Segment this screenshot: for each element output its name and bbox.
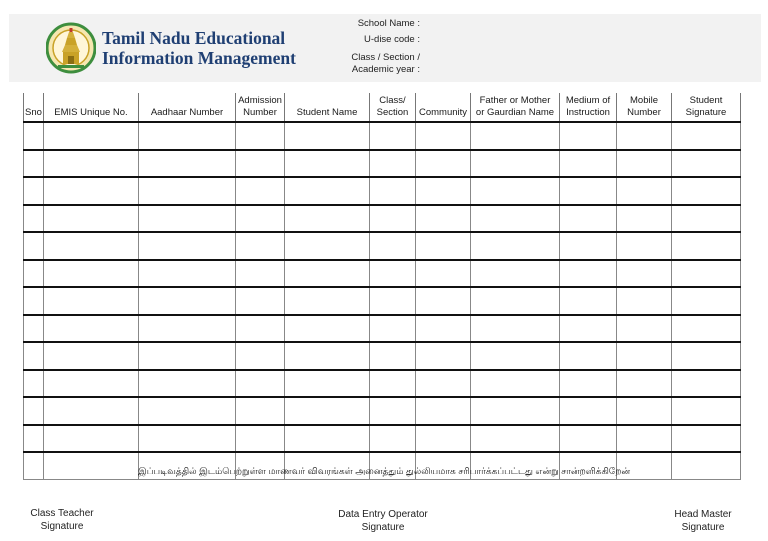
table-cell[interactable] (471, 150, 560, 178)
table-row (24, 425, 741, 453)
table-cell[interactable] (370, 260, 416, 288)
table-cell[interactable] (370, 425, 416, 453)
table-cell[interactable] (471, 425, 560, 453)
table-cell[interactable] (672, 205, 741, 233)
table-cell[interactable] (471, 342, 560, 370)
tamil-nadu-emblem-icon (46, 21, 96, 75)
table-cell[interactable] (617, 397, 672, 425)
table-cell[interactable] (471, 315, 560, 343)
table-cell[interactable] (471, 370, 560, 398)
table-cell[interactable] (416, 287, 471, 315)
table-cell[interactable] (416, 370, 471, 398)
table-cell[interactable] (617, 122, 672, 150)
organization-title-line2: Information Management (102, 48, 296, 68)
declaration-text: இப்படிவத்தில் இடம்பெற்றுள்ள மாணவர் விவரங்கள் அனைத்தும் துல்லியமாக சரிபார்க்கப்பட்டது என்று சான்றளிக்கிறேன் (137, 466, 631, 476)
table-cell[interactable] (370, 177, 416, 205)
table-row (24, 260, 741, 288)
academic-year-label: Academic year : (351, 64, 420, 75)
table-cell[interactable] (24, 425, 44, 453)
table-cell[interactable] (672, 287, 741, 315)
table-cell[interactable] (236, 150, 285, 178)
table-cell[interactable] (471, 177, 560, 205)
column-header-mobile: Mobile Number (617, 93, 672, 122)
table-row (24, 342, 741, 370)
school-info-fields (300, 16, 420, 76)
table-cell[interactable] (285, 232, 370, 260)
table-cell[interactable] (416, 177, 471, 205)
column-header-sno: Sno (24, 93, 44, 122)
table-cell[interactable] (416, 397, 471, 425)
table-cell[interactable] (236, 342, 285, 370)
table-cell[interactable] (370, 122, 416, 150)
table-cell[interactable] (617, 205, 672, 233)
table-cell[interactable] (672, 150, 741, 178)
table-cell[interactable] (617, 342, 672, 370)
column-header-emis: EMIS Unique No. (44, 93, 139, 122)
table-cell[interactable] (285, 287, 370, 315)
table-cell[interactable] (236, 287, 285, 315)
table-cell[interactable] (471, 397, 560, 425)
table-cell[interactable] (370, 205, 416, 233)
table-cell[interactable] (139, 150, 236, 178)
organization-title (102, 28, 332, 68)
head-master-signature: Head Master Signature (674, 509, 732, 533)
column-header-class-section: Class/ Section (370, 93, 416, 122)
table-cell[interactable] (617, 315, 672, 343)
table-cell[interactable] (236, 370, 285, 398)
table-cell[interactable] (285, 370, 370, 398)
table-cell[interactable] (44, 370, 139, 398)
table-cell[interactable] (560, 177, 617, 205)
table-cell[interactable] (560, 425, 617, 453)
table-cell[interactable] (139, 122, 236, 150)
table-cell[interactable] (471, 287, 560, 315)
table-cell[interactable] (285, 205, 370, 233)
table-body (24, 122, 741, 479)
table-cell[interactable] (560, 342, 617, 370)
table-cell[interactable] (24, 315, 44, 343)
table-cell[interactable] (285, 260, 370, 288)
table-cell[interactable] (560, 397, 617, 425)
table-row (24, 397, 741, 425)
table-cell[interactable] (24, 397, 44, 425)
table-cell[interactable] (139, 260, 236, 288)
table-cell[interactable] (139, 342, 236, 370)
table-cell[interactable] (44, 205, 139, 233)
school-name-label: School Name : (357, 18, 420, 29)
column-header-medium: Medium of Instruction (560, 93, 617, 122)
table-cell[interactable] (617, 425, 672, 453)
column-header-community: Community (416, 93, 471, 122)
table-cell[interactable] (560, 232, 617, 260)
table-row (24, 315, 741, 343)
table-cell[interactable] (44, 425, 139, 453)
table-cell[interactable] (236, 425, 285, 453)
table-cell[interactable] (236, 260, 285, 288)
table-cell[interactable] (617, 370, 672, 398)
table-cell[interactable] (416, 315, 471, 343)
table-cell[interactable] (370, 232, 416, 260)
column-header-admission: Admission Number (236, 93, 285, 122)
table-cell[interactable] (285, 425, 370, 453)
column-header-guardian: Father or Mother or Gaurdian Name (471, 93, 560, 122)
class-section-label: Class / Section / (351, 52, 420, 63)
table-cell[interactable] (285, 177, 370, 205)
udise-code-label: U-dise code : (364, 34, 420, 45)
table-row (24, 370, 741, 398)
column-header-aadhaar: Aadhaar Number (139, 93, 236, 122)
table-cell[interactable] (471, 122, 560, 150)
table-cell[interactable] (285, 150, 370, 178)
table-cell[interactable] (236, 397, 285, 425)
table-cell[interactable] (672, 425, 741, 453)
table-cell[interactable] (139, 287, 236, 315)
table-cell[interactable] (672, 177, 741, 205)
table-cell[interactable] (44, 122, 139, 150)
column-header-student-name: Student Name (285, 93, 370, 122)
data-entry-signature: Data Entry Operator Signature (338, 509, 428, 533)
table-cell[interactable] (560, 370, 617, 398)
table-cell[interactable] (416, 342, 471, 370)
column-header-signature: Student Signature (672, 93, 741, 122)
table-cell[interactable] (139, 370, 236, 398)
table-cell[interactable] (672, 122, 741, 150)
table-cell[interactable] (617, 177, 672, 205)
table-cell[interactable] (416, 122, 471, 150)
class-teacher-signature: Class Teacher Signature (30, 508, 94, 532)
table-cell[interactable] (617, 287, 672, 315)
table-cell[interactable] (285, 397, 370, 425)
table-cell[interactable] (285, 122, 370, 150)
table-cell[interactable] (370, 150, 416, 178)
table-cell[interactable] (416, 205, 471, 233)
table-cell[interactable] (139, 205, 236, 233)
table-cell[interactable] (560, 122, 617, 150)
table-cell[interactable] (24, 122, 44, 150)
table-cell[interactable] (44, 315, 139, 343)
table-cell[interactable] (44, 342, 139, 370)
table-cell[interactable] (416, 232, 471, 260)
table-cell[interactable] (24, 342, 44, 370)
table-cell[interactable] (672, 315, 741, 343)
table-cell[interactable] (370, 370, 416, 398)
table-cell[interactable] (236, 205, 285, 233)
organization-title-line1: Tamil Nadu Educational (102, 28, 286, 48)
table-cell[interactable] (44, 177, 139, 205)
table-cell[interactable] (471, 205, 560, 233)
table-row (24, 150, 741, 178)
table-cell[interactable] (139, 397, 236, 425)
table-cell[interactable] (672, 370, 741, 398)
table-cell[interactable] (285, 315, 370, 343)
table-cell[interactable] (370, 397, 416, 425)
table-cell[interactable] (560, 287, 617, 315)
table-cell[interactable] (44, 260, 139, 288)
table-cell[interactable] (139, 177, 236, 205)
table-cell[interactable] (560, 260, 617, 288)
table-cell[interactable] (24, 370, 44, 398)
table-cell[interactable] (672, 260, 741, 288)
table-cell[interactable] (617, 150, 672, 178)
table-cell[interactable] (24, 150, 44, 178)
table-cell[interactable] (416, 425, 471, 453)
table-header-row (24, 93, 741, 122)
table-cell[interactable] (236, 232, 285, 260)
table-cell[interactable] (471, 260, 560, 288)
table-cell[interactable] (44, 150, 139, 178)
table-cell[interactable] (139, 315, 236, 343)
table-cell[interactable] (24, 177, 44, 205)
table-cell[interactable] (44, 287, 139, 315)
table-cell[interactable] (672, 397, 741, 425)
student-table (23, 93, 741, 480)
table-cell[interactable] (236, 315, 285, 343)
table-row (24, 177, 741, 205)
table-cell[interactable] (416, 150, 471, 178)
table-cell[interactable] (24, 260, 44, 288)
table-cell[interactable] (560, 315, 617, 343)
table-cell[interactable] (617, 232, 672, 260)
table-cell[interactable] (560, 150, 617, 178)
table-cell[interactable] (44, 232, 139, 260)
table-cell[interactable] (370, 315, 416, 343)
table-cell[interactable] (44, 397, 139, 425)
table-cell[interactable] (617, 260, 672, 288)
table-cell[interactable] (236, 177, 285, 205)
table-cell[interactable] (139, 232, 236, 260)
table-cell[interactable] (672, 342, 741, 370)
table-cell[interactable] (24, 205, 44, 233)
table-cell[interactable] (370, 342, 416, 370)
table-cell[interactable] (285, 342, 370, 370)
table-row (24, 122, 741, 150)
table-cell[interactable] (24, 287, 44, 315)
table-cell[interactable] (370, 287, 416, 315)
table-cell[interactable] (24, 232, 44, 260)
table-cell[interactable] (236, 122, 285, 150)
table-cell[interactable] (560, 205, 617, 233)
table-row (24, 205, 741, 233)
table-cell[interactable] (416, 260, 471, 288)
table-row (24, 287, 741, 315)
table-cell[interactable] (471, 232, 560, 260)
table-cell[interactable] (672, 232, 741, 260)
table-row (24, 232, 741, 260)
table-cell[interactable] (139, 425, 236, 453)
